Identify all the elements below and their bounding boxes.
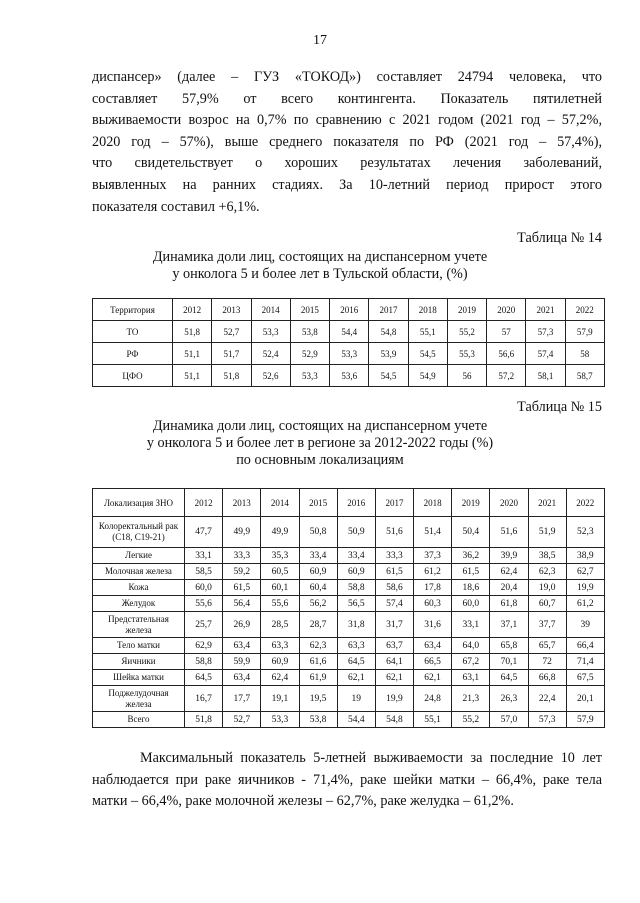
value-cell: 51,4 [414, 517, 452, 548]
table-15 [92, 488, 605, 728]
value-cell: 26,3 [490, 686, 528, 712]
value-cell: 62,1 [375, 670, 413, 686]
header-cell-year: 2020 [490, 489, 528, 517]
value-cell: 21,3 [452, 686, 490, 712]
value-cell: 57,4 [526, 343, 565, 365]
value-cell: 51,8 [185, 712, 223, 728]
value-cell: 22,4 [528, 686, 566, 712]
header-cell-year: 2015 [299, 489, 337, 517]
value-cell: 51,8 [212, 365, 251, 387]
caption-line: по основным локализациям [236, 452, 404, 468]
value-cell: 61,8 [490, 596, 528, 612]
row-label-cell: ТО [93, 321, 173, 343]
table-row [93, 580, 605, 596]
header-cell-year: 2012 [173, 299, 212, 321]
value-cell: 19,0 [528, 580, 566, 596]
value-cell: 62,9 [185, 638, 223, 654]
value-cell: 24,8 [414, 686, 452, 712]
value-cell: 58,8 [185, 654, 223, 670]
row-label-cell: Поджелудочная железа [93, 686, 185, 712]
value-cell: 56,4 [223, 596, 261, 612]
header-cell-year: 2022 [565, 299, 604, 321]
text-line: 2020 год – 57%), выше среднего показателя по РФ (2021 год – 57,4%), [92, 133, 602, 150]
value-cell: 37,7 [528, 612, 566, 638]
value-cell: 58,5 [185, 564, 223, 580]
value-cell: 28,7 [299, 612, 337, 638]
row-label-cell: Желудок [93, 596, 185, 612]
value-cell: 25,7 [185, 612, 223, 638]
header-cell-year: 2018 [414, 489, 452, 517]
value-cell: 60,0 [452, 596, 490, 612]
header-cell-year: 2022 [566, 489, 604, 517]
value-cell: 49,9 [261, 517, 299, 548]
row-label-cell: Предстательная железа [93, 612, 185, 638]
caption-line: Динамика доли лиц, состоящих на диспансерном учете [152, 249, 488, 265]
header-cell-year: 2019 [447, 299, 486, 321]
value-cell: 47,7 [185, 517, 223, 548]
value-cell: 56 [447, 365, 486, 387]
value-cell: 62,4 [490, 564, 528, 580]
value-cell: 51,9 [528, 517, 566, 548]
text-line: выявленных на ранних стадиях. За 10-летний период прирост этого [92, 176, 602, 193]
value-cell: 58,8 [337, 580, 375, 596]
value-cell: 50,8 [299, 517, 337, 548]
value-cell: 63,4 [223, 670, 261, 686]
row-label-cell: Яичники [93, 654, 185, 670]
table-row [93, 517, 605, 548]
value-cell: 62,1 [337, 670, 375, 686]
value-cell: 19,9 [566, 580, 604, 596]
header-cell-year: 2017 [375, 489, 413, 517]
value-cell: 49,9 [223, 517, 261, 548]
value-cell: 54,5 [369, 365, 408, 387]
value-cell: 60,4 [299, 580, 337, 596]
value-cell: 17,8 [414, 580, 452, 596]
value-cell: 61,6 [299, 654, 337, 670]
value-cell: 64,5 [185, 670, 223, 686]
value-cell: 33,1 [185, 548, 223, 564]
table-row [93, 321, 605, 343]
value-cell: 56,2 [299, 596, 337, 612]
value-cell: 66,4 [566, 638, 604, 654]
value-cell: 62,3 [299, 638, 337, 654]
header-cell-year: 2017 [369, 299, 408, 321]
value-cell: 63,4 [223, 638, 261, 654]
value-cell: 57,3 [526, 321, 565, 343]
value-cell: 61,5 [223, 580, 261, 596]
value-cell: 31,8 [337, 612, 375, 638]
header-cell-year: 2016 [330, 299, 369, 321]
table-row [93, 548, 605, 564]
value-cell: 53,8 [299, 712, 337, 728]
value-cell: 50,9 [337, 517, 375, 548]
header-cell-year: 2020 [487, 299, 526, 321]
value-cell: 52,3 [566, 517, 604, 548]
value-cell: 57 [487, 321, 526, 343]
table-row [93, 638, 605, 654]
header-cell-year: 2013 [212, 299, 251, 321]
value-cell: 53,9 [369, 343, 408, 365]
value-cell: 59,9 [223, 654, 261, 670]
value-cell: 39 [566, 612, 604, 638]
value-cell: 56,5 [337, 596, 375, 612]
value-cell: 54,9 [408, 365, 447, 387]
value-cell: 56,6 [487, 343, 526, 365]
table-row [93, 612, 605, 638]
value-cell: 61,2 [566, 596, 604, 612]
value-cell: 60,9 [299, 564, 337, 580]
value-cell: 38,9 [566, 548, 604, 564]
value-cell: 53,3 [261, 712, 299, 728]
table-row [93, 365, 605, 387]
value-cell: 58,6 [375, 580, 413, 596]
value-cell: 63,1 [452, 670, 490, 686]
value-cell: 65,7 [528, 638, 566, 654]
value-cell: 57,0 [490, 712, 528, 728]
value-cell: 61,2 [414, 564, 452, 580]
row-label-cell: Тело матки [93, 638, 185, 654]
value-cell: 58,7 [565, 365, 604, 387]
value-cell: 60,0 [185, 580, 223, 596]
header-cell-year: 2012 [185, 489, 223, 517]
value-cell: 55,6 [185, 596, 223, 612]
row-label-cell: Шейка матки [93, 670, 185, 686]
value-cell: 53,8 [290, 321, 329, 343]
value-cell: 54,4 [337, 712, 375, 728]
value-cell: 19 [337, 686, 375, 712]
text-line: показателя составил +6,1%. [92, 198, 260, 215]
value-cell: 58 [565, 343, 604, 365]
value-cell: 51,1 [173, 343, 212, 365]
value-cell: 61,9 [299, 670, 337, 686]
row-label-cell: Кожа [93, 580, 185, 596]
value-cell: 54,5 [408, 343, 447, 365]
value-cell: 33,3 [375, 548, 413, 564]
value-cell: 54,8 [375, 712, 413, 728]
table-row [93, 670, 605, 686]
table-15-header [93, 489, 605, 517]
text-line: Максимальный показатель 5-летней выживаемости за последние 10 лет [140, 750, 602, 766]
header-cell-label: Территория [93, 299, 173, 321]
value-cell: 51,6 [375, 517, 413, 548]
value-cell: 57,9 [565, 321, 604, 343]
value-cell: 28,5 [261, 612, 299, 638]
value-cell: 51,6 [490, 517, 528, 548]
table-15-label: Таблица № 15 [517, 399, 602, 415]
value-cell: 57,3 [528, 712, 566, 728]
text-line: что свидетельствует о хороших результатах лечения заболеваний, [92, 155, 602, 172]
value-cell: 65,8 [490, 638, 528, 654]
value-cell: 51,8 [173, 321, 212, 343]
table-row [93, 596, 605, 612]
value-cell: 54,4 [330, 321, 369, 343]
value-cell: 62,3 [528, 564, 566, 580]
value-cell: 62,7 [566, 564, 604, 580]
header-cell-year: 2014 [251, 299, 290, 321]
value-cell: 57,2 [487, 365, 526, 387]
text-line: диспансер» (далее – ГУЗ «ТОКОД») составляет 24794 человека, что [92, 69, 602, 85]
value-cell: 66,8 [528, 670, 566, 686]
value-cell: 37,3 [414, 548, 452, 564]
caption-line: у онколога 5 и более лет в регионе за 2012-2022 годы (%) [146, 435, 494, 451]
value-cell: 19,9 [375, 686, 413, 712]
text-line: матки – 66,4%, раке молочной железы – 62,7%, раке желудка – 61,2%. [92, 793, 514, 810]
value-cell: 19,5 [299, 686, 337, 712]
value-cell: 19,1 [261, 686, 299, 712]
value-cell: 67,5 [566, 670, 604, 686]
value-cell: 60,3 [414, 596, 452, 612]
value-cell: 38,5 [528, 548, 566, 564]
value-cell: 64,0 [452, 638, 490, 654]
value-cell: 62,1 [414, 670, 452, 686]
table-row [93, 654, 605, 670]
value-cell: 55,1 [408, 321, 447, 343]
table-row [93, 712, 605, 728]
value-cell: 64,5 [490, 670, 528, 686]
value-cell: 52,6 [251, 365, 290, 387]
table-row [93, 686, 605, 712]
value-cell: 31,6 [414, 612, 452, 638]
row-label-cell: ЦФО [93, 365, 173, 387]
table-14-header [93, 299, 605, 321]
row-label-cell: Легкие [93, 548, 185, 564]
value-cell: 71,4 [566, 654, 604, 670]
value-cell: 33,4 [337, 548, 375, 564]
value-cell: 52,7 [223, 712, 261, 728]
value-cell: 20,4 [490, 580, 528, 596]
header-cell-year: 2021 [526, 299, 565, 321]
value-cell: 55,2 [447, 321, 486, 343]
value-cell: 51,7 [212, 343, 251, 365]
header-cell-year: 2014 [261, 489, 299, 517]
header-cell-year: 2013 [223, 489, 261, 517]
value-cell: 59,2 [223, 564, 261, 580]
value-cell: 33,3 [223, 548, 261, 564]
table-14-label: Таблица № 14 [517, 230, 602, 246]
value-cell: 53,6 [330, 365, 369, 387]
value-cell: 61,5 [452, 564, 490, 580]
value-cell: 33,1 [452, 612, 490, 638]
value-cell: 52,9 [290, 343, 329, 365]
value-cell: 37,1 [490, 612, 528, 638]
value-cell: 55,6 [261, 596, 299, 612]
header-cell-label: Локализация ЗНО [93, 489, 185, 517]
value-cell: 64,5 [337, 654, 375, 670]
value-cell: 72 [528, 654, 566, 670]
table-row [93, 564, 605, 580]
value-cell: 63,7 [375, 638, 413, 654]
value-cell: 55,2 [452, 712, 490, 728]
value-cell: 54,8 [369, 321, 408, 343]
value-cell: 61,5 [375, 564, 413, 580]
value-cell: 17,7 [223, 686, 261, 712]
header-cell-year: 2018 [408, 299, 447, 321]
value-cell: 62,4 [261, 670, 299, 686]
value-cell: 52,7 [212, 321, 251, 343]
value-cell: 57,9 [566, 712, 604, 728]
value-cell: 53,3 [290, 365, 329, 387]
row-label-cell: Молочная железа [93, 564, 185, 580]
value-cell: 60,9 [337, 564, 375, 580]
value-cell: 63,3 [261, 638, 299, 654]
value-cell: 64,1 [375, 654, 413, 670]
value-cell: 50,4 [452, 517, 490, 548]
header-cell-year: 2016 [337, 489, 375, 517]
closing-paragraph [92, 748, 602, 813]
value-cell: 60,7 [528, 596, 566, 612]
value-cell: 52,4 [251, 343, 290, 365]
value-cell: 60,9 [261, 654, 299, 670]
value-cell: 33,4 [299, 548, 337, 564]
value-cell: 55,1 [414, 712, 452, 728]
caption-line: у онколога 5 и более лет в Тульской области, (%) [172, 266, 468, 282]
caption-line: Динамика доли лиц, состоящих на диспансерном учете [152, 418, 488, 434]
value-cell: 53,3 [330, 343, 369, 365]
text-line: выживаемости возрос на 0,7% по сравнению с 2021 годом (2021 год – 57,2%, [92, 112, 602, 129]
value-cell: 60,5 [261, 564, 299, 580]
value-cell: 18,6 [452, 580, 490, 596]
value-cell: 63,4 [414, 638, 452, 654]
value-cell: 26,9 [223, 612, 261, 638]
header-cell-year: 2015 [290, 299, 329, 321]
intro-paragraph [92, 67, 602, 218]
value-cell: 39,9 [490, 548, 528, 564]
header-cell-year: 2019 [452, 489, 490, 517]
page-number: 17 [313, 33, 327, 48]
value-cell: 36,2 [452, 548, 490, 564]
value-cell: 58,1 [526, 365, 565, 387]
value-cell: 55,3 [447, 343, 486, 365]
row-label-cell: Всего [93, 712, 185, 728]
value-cell: 20,1 [566, 686, 604, 712]
value-cell: 66,5 [414, 654, 452, 670]
value-cell: 35,3 [261, 548, 299, 564]
table-14 [92, 298, 605, 387]
value-cell: 31,7 [375, 612, 413, 638]
row-label-cell: Колоректальный рак (С18, С19-21) [93, 517, 185, 548]
table-14-caption [0, 249, 640, 283]
value-cell: 60,1 [261, 580, 299, 596]
header-cell-year: 2021 [528, 489, 566, 517]
value-cell: 67,2 [452, 654, 490, 670]
table-15-caption [0, 418, 640, 469]
value-cell: 63,3 [337, 638, 375, 654]
value-cell: 57,4 [375, 596, 413, 612]
value-cell: 53,3 [251, 321, 290, 343]
text-line: составляет 57,9% от всего контингента. Показатель пятилетней [92, 90, 602, 107]
value-cell: 16,7 [185, 686, 223, 712]
text-line: наблюдается при раке яичников - 71,4%, раке шейки матки – 66,4%, раке тела [92, 771, 602, 788]
row-label-cell: РФ [93, 343, 173, 365]
value-cell: 51,1 [173, 365, 212, 387]
value-cell: 70,1 [490, 654, 528, 670]
table-row [93, 343, 605, 365]
